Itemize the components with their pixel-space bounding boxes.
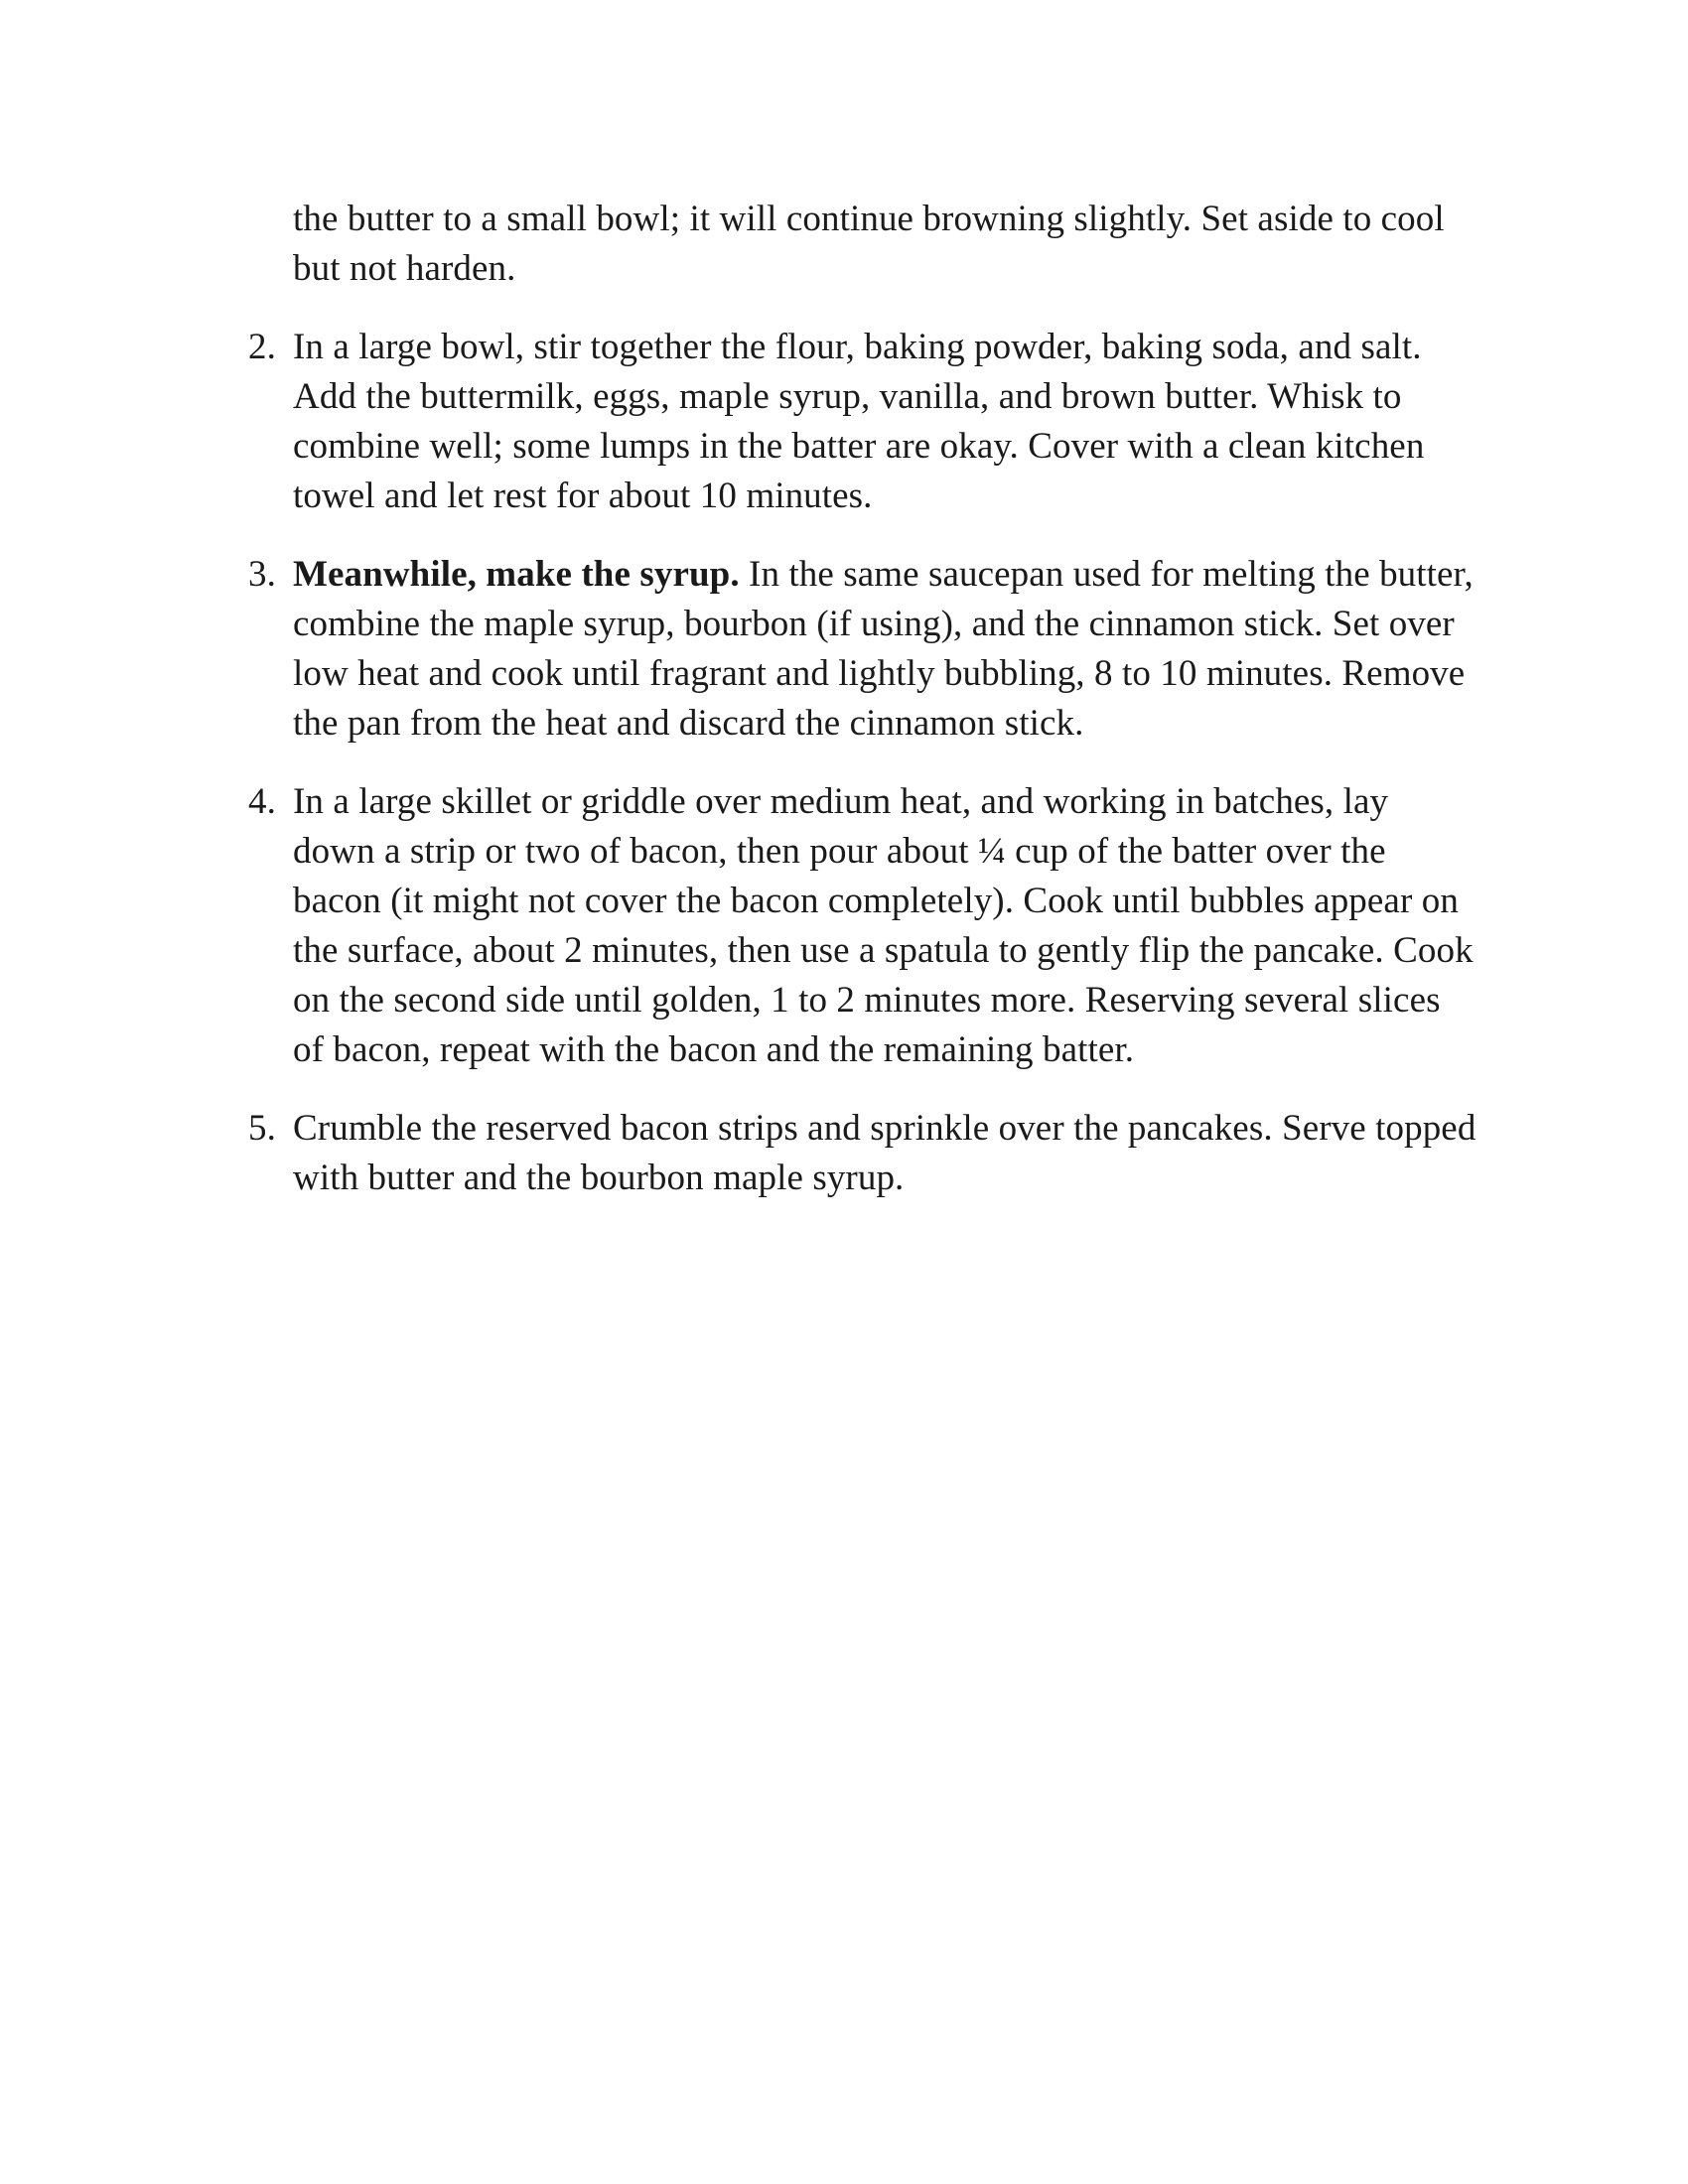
step-2 xyxy=(248,323,1479,521)
step-4 xyxy=(248,777,1479,1075)
step-1-continuation xyxy=(248,195,1479,294)
step-3-lead: Meanwhile, make the syrup. xyxy=(293,554,740,595)
step-5-text: Crumble the reserved bacon strips and sprinkle over the pancakes. Serve topped with butter and the bourbon maple syrup. xyxy=(293,1108,1477,1198)
step-3-number: 3. xyxy=(248,554,276,595)
recipe-steps xyxy=(248,195,1479,1232)
step-5 xyxy=(248,1104,1479,1203)
step-3-text: In the same saucepan used for melting the butter, combine the maple syrup, bourbon (if using), and the cinnamon stick. Set over low heat and cook until fragrant and lightly bubbling, 8 to 10 minutes. Remove the pan from the heat and discard the cinnamon stick. xyxy=(293,554,1474,744)
step-5-number: 5. xyxy=(248,1108,276,1149)
step-4-number: 4. xyxy=(248,781,276,822)
step-1-continuation-text: the butter to a small bowl; it will continue browning slightly. Set aside to cool but not harden. xyxy=(293,199,1445,289)
step-2-text: In a large bowl, stir together the flour, baking powder, baking soda, and salt. Add the buttermilk, eggs, maple syrup, vanilla, and brown butter. Whisk to combine well; some lumps in the batter are okay. Cover with a clean kitchen towel and let rest for about 10 minutes. xyxy=(293,327,1425,516)
step-4-text: In a large skillet or griddle over medium heat, and working in batches, lay down a strip or two of bacon, then pour about ¼ cup of the batter over the bacon (it might not cover the bacon completely). Cook until bubbles appear on the surface, about 2 minutes, then use a spatula to gently flip the pancake. Cook on the second side until golden, 1 to 2 minutes more. Reserving several slices of bacon, repeat with the bacon and the remaining batter. xyxy=(293,781,1474,1070)
step-2-number: 2. xyxy=(248,327,276,367)
step-3 xyxy=(248,550,1479,749)
